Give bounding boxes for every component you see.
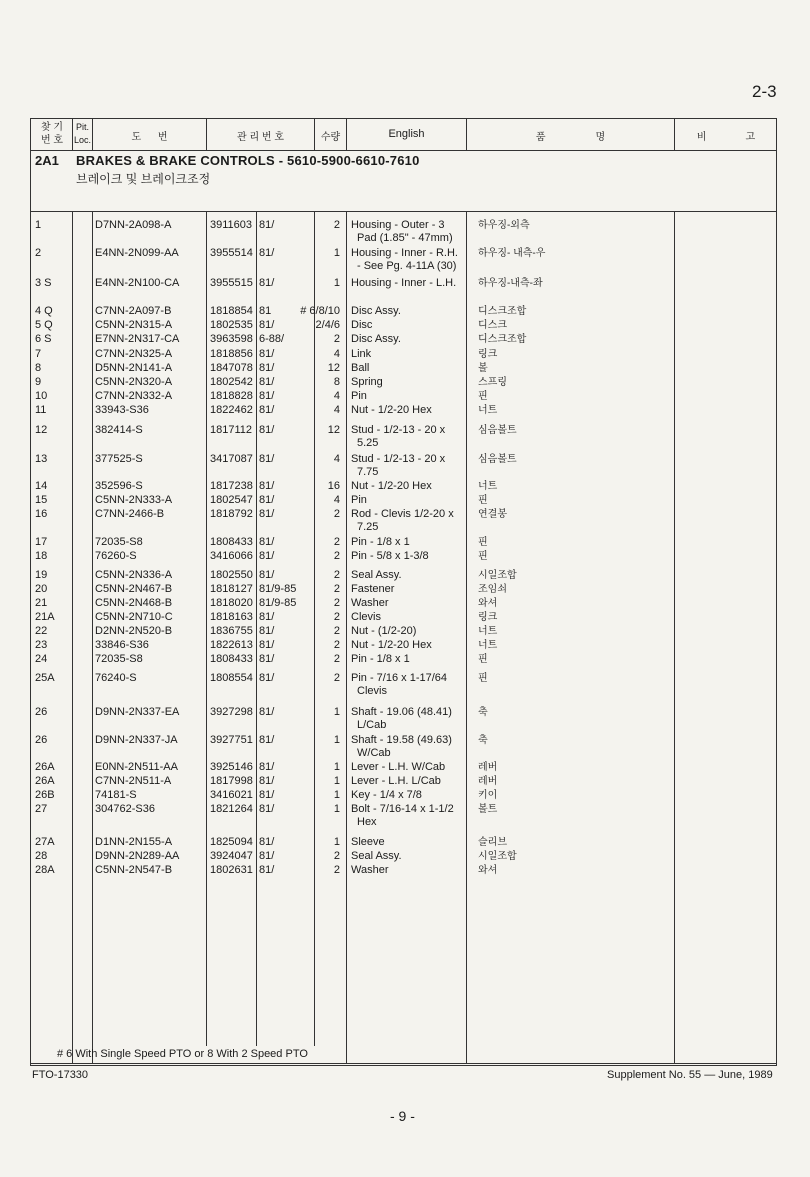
section-korean-title: 브레이크 및 브레이크조정 [76, 172, 211, 186]
english-name: Nut - 1/2-20 Hex [351, 639, 432, 651]
korean-name: 디스크조합 [478, 306, 527, 317]
korean-name: 너트 [478, 481, 498, 492]
effective-date: 81/ [259, 803, 275, 815]
part-number: 304762-S36 [95, 803, 155, 815]
part-number: E0NN-2N511-AA [95, 761, 178, 773]
mgmt-code: 1818828 [210, 390, 253, 402]
effective-date: 81/ [259, 480, 275, 492]
ref-no: 5 Q [35, 319, 53, 331]
mgmt-code: 1802535 [210, 319, 253, 331]
korean-name: 스프링 [478, 377, 507, 388]
ref-no: 6 S [35, 333, 52, 345]
col-rule [346, 211, 347, 1063]
header-pic-loc: Pit. Loc. [73, 122, 91, 145]
ref-no: 26B [35, 789, 55, 801]
col-rule [466, 211, 467, 1063]
ref-no: 27A [35, 836, 55, 848]
ref-no: 25A [35, 672, 55, 684]
header-divider [30, 150, 777, 151]
ref-no: 26 [35, 706, 48, 718]
header-remarks: 비 고 [696, 132, 756, 143]
part-number: E4NN-2N099-AA [95, 247, 179, 259]
mgmt-code: 3911603 [210, 219, 253, 231]
effective-date: 81/ [259, 390, 275, 402]
quantity: 4 [333, 348, 340, 360]
english-name: Nut - 1/2-20 Hex [351, 404, 432, 416]
mgmt-code: 3416066 [210, 550, 253, 562]
part-number: C7NN-2N511-A [95, 775, 172, 787]
quantity: 2 [333, 625, 340, 637]
quantity: 1 [333, 761, 340, 773]
quantity: 4 [333, 404, 340, 416]
part-number: 72035-S8 [95, 536, 143, 548]
ref-no: 16 [35, 508, 48, 520]
mgmt-code: 3416021 [210, 789, 253, 801]
effective-date: 81/ [259, 653, 275, 665]
ref-no: 26 [35, 734, 48, 746]
part-number: C7NN-2A097-B [95, 305, 172, 317]
quantity: 2 [333, 850, 340, 862]
quantity: 2 [333, 333, 340, 345]
korean-name: 디스크 [478, 320, 507, 331]
korean-name: 축 [478, 735, 488, 746]
effective-date: 81/ [259, 247, 275, 259]
part-number: D9NN-2N337-EA [95, 706, 180, 718]
quantity: 2 [333, 219, 340, 231]
supplement-note: Supplement No. 55 — June, 1989 [607, 1069, 773, 1081]
mgmt-code: 3955514 [210, 247, 253, 259]
quantity: 2 [333, 508, 340, 520]
header-qty: 수량 [320, 132, 341, 143]
quantity: 12 [327, 424, 340, 436]
korean-name: 핀 [478, 551, 488, 562]
mgmt-code: 1802631 [210, 864, 253, 876]
mgmt-code: 3417087 [210, 453, 253, 465]
english-name: Housing - Outer - 3 [351, 219, 445, 231]
mgmt-code: 1808433 [210, 536, 253, 548]
col-rule [256, 211, 257, 1046]
english-name: Sleeve [351, 836, 385, 848]
part-number: 33943-S36 [95, 404, 149, 416]
effective-date: 81/ [259, 850, 275, 862]
mgmt-code: 1818792 [210, 508, 253, 520]
table-bottom-rule [30, 1063, 777, 1064]
english-name: Housing - Inner - L.H. [351, 277, 457, 289]
mgmt-code: 3927751 [210, 734, 253, 746]
ref-no: 9 [35, 376, 42, 388]
part-number: D9NN-2N289-AA [95, 850, 180, 862]
english-name: Pin - 5/8 x 1-3/8 [351, 550, 429, 562]
part-number: D2NN-2N520-B [95, 625, 173, 637]
part-number: 352596-S [95, 480, 143, 492]
part-number: C5NN-2N467-B [95, 583, 173, 595]
korean-name: 연결봉 [478, 509, 507, 520]
ref-no: 19 [35, 569, 48, 581]
english-name: Lever - L.H. W/Cab [351, 761, 446, 773]
ref-no: 8 [35, 362, 42, 374]
mgmt-code: 1817112 [210, 424, 253, 436]
effective-date: 81/ [259, 536, 275, 548]
ref-no: 26A [35, 761, 55, 773]
quantity: 1 [333, 836, 340, 848]
effective-date: 81/ [259, 550, 275, 562]
mgmt-code: 1808433 [210, 653, 253, 665]
part-number: E4NN-2N100-CA [95, 277, 180, 289]
english-name: Lever - L.H. L/Cab [351, 775, 441, 787]
mgmt-code: 1802547 [210, 494, 253, 506]
korean-name: 와셔 [478, 865, 498, 876]
quantity: 4 [333, 494, 340, 506]
mgmt-code: 1802542 [210, 376, 253, 388]
english-name-continued: 7.25 [357, 521, 379, 533]
korean-name: 시일조합 [478, 570, 517, 581]
quantity: 2 [333, 639, 340, 651]
quantity: 1 [333, 789, 340, 801]
quantity: 2 [333, 583, 340, 595]
effective-date: 81/ [259, 864, 275, 876]
part-number: C5NN-2N315-A [95, 319, 173, 331]
korean-name: 너트 [478, 626, 498, 637]
korean-name: 시일조합 [478, 851, 517, 862]
part-number: D7NN-2A098-A [95, 219, 172, 231]
ref-no: 4 Q [35, 305, 53, 317]
part-number: C5NN-2N320-A [95, 376, 173, 388]
english-name: Housing - Inner - R.H. [351, 247, 458, 259]
quantity: 2 [333, 597, 340, 609]
mgmt-code: 1817998 [210, 775, 253, 787]
mgmt-code: 1822462 [210, 404, 253, 416]
section-code: 2A1 [35, 153, 59, 168]
effective-date: 81/ [259, 625, 275, 637]
ref-no: 23 [35, 639, 48, 651]
part-number: 382414-S [95, 424, 143, 436]
effective-date: 81/ [259, 761, 275, 773]
english-name: Pin [351, 390, 367, 402]
quantity: 12 [327, 362, 340, 374]
quantity: 8 [333, 376, 340, 388]
korean-name: 하우징- 내측-우 [478, 248, 546, 259]
part-number: 33846-S36 [95, 639, 149, 651]
ref-no: 26A [35, 775, 55, 787]
ref-no: 2 [35, 247, 42, 259]
effective-date: 81/ [259, 404, 275, 416]
effective-date: 81/ [259, 789, 275, 801]
effective-date: 81/ [259, 362, 275, 374]
quantity: 1 [333, 277, 340, 289]
english-name: Fastener [351, 583, 395, 595]
col-rule [674, 211, 675, 1063]
mgmt-code: 1818163 [210, 611, 253, 623]
ref-no: 21 [35, 597, 48, 609]
part-number: 74181-S [95, 789, 137, 801]
ref-no: 22 [35, 625, 48, 637]
effective-date: 81/ [259, 453, 275, 465]
english-name-continued: Hex [357, 816, 377, 828]
english-name: Spring [351, 376, 383, 388]
ref-no: 11 [35, 404, 47, 416]
quantity: 1 [333, 247, 340, 259]
mgmt-code: 1818854 [210, 305, 253, 317]
document-id: FTO-17330 [32, 1069, 89, 1081]
ref-no: 18 [35, 550, 48, 562]
effective-date: 81/ [259, 219, 275, 231]
effective-date: 81/ [259, 376, 275, 388]
mgmt-code: 1822613 [210, 639, 253, 651]
mgmt-code: 1808554 [210, 672, 253, 684]
mgmt-code: 1821264 [210, 803, 253, 815]
header-mgmt-no: 관 리 번 호 [237, 132, 284, 143]
quantity: 2 [333, 611, 340, 623]
ref-no: 12 [35, 424, 48, 436]
korean-name: 볼트 [478, 804, 498, 815]
ref-no: 28 [35, 850, 48, 862]
ref-no: 24 [35, 653, 48, 665]
quantity: 2 [333, 672, 340, 684]
english-name: Bolt - 7/16-14 x 1-1/2 [351, 803, 454, 815]
english-name: Washer [351, 864, 389, 876]
mgmt-code: 3927298 [210, 706, 253, 718]
quantity: 2 [333, 536, 340, 548]
english-name: Nut - 1/2-20 Hex [351, 480, 432, 492]
english-name: Pin - 1/8 x 1 [351, 653, 410, 665]
effective-date: 81/ [259, 508, 275, 520]
quantity: 4 [333, 390, 340, 402]
quantity: 2 [333, 550, 340, 562]
part-number: 76240-S [95, 672, 137, 684]
english-name: Stud - 1/2-13 - 20 x [351, 424, 446, 436]
english-name: Nut - (1/2-20) [351, 625, 417, 637]
part-number: 377525-S [95, 453, 143, 465]
ref-no: 1 [35, 219, 42, 231]
header-drawing-no: 도 번 [131, 132, 168, 143]
english-name: Seal Assy. [351, 850, 402, 862]
english-name: Disc Assy. [351, 333, 401, 345]
quantity: 4 [333, 453, 340, 465]
part-number: C5NN-2N468-B [95, 597, 173, 609]
header-item-name: 품 명 [535, 132, 606, 143]
page-number: 2-3 [752, 82, 777, 101]
english-name-continued: W/Cab [357, 747, 391, 759]
english-name: Pin - 7/16 x 1-17/64 [351, 672, 448, 684]
ref-no: 14 [35, 480, 48, 492]
mgmt-code: 1847078 [210, 362, 253, 374]
english-name: Key - 1/4 x 7/8 [351, 789, 422, 801]
ref-no: 20 [35, 583, 48, 595]
mgmt-code: 3955515 [210, 277, 253, 289]
quantity: 1 [333, 775, 340, 787]
english-name: Shaft - 19.58 (49.63) [351, 734, 452, 746]
quantity: 16 [327, 480, 340, 492]
korean-name: 핀 [478, 537, 488, 548]
mgmt-code: 3925146 [210, 761, 253, 773]
quantity: 2 [333, 569, 340, 581]
korean-name: 와셔 [478, 598, 498, 609]
english-name: Stud - 1/2-13 - 20 x [351, 453, 446, 465]
korean-name: 핀 [478, 673, 488, 684]
footnote: # 6 With Single Speed PTO or 8 With 2 Speed PTO [57, 1048, 308, 1060]
effective-date: 81/ [259, 775, 275, 787]
korean-name: 핀 [478, 391, 488, 402]
english-name: Ball [351, 362, 370, 374]
english-name: Disc Assy. [351, 305, 401, 317]
quantity: # 6/8/10 [300, 305, 340, 317]
korean-name: 키이 [478, 790, 498, 801]
effective-date: 81/ [259, 836, 275, 848]
korean-name: 하우징-외측 [478, 220, 530, 231]
effective-date: 81/ [259, 706, 275, 718]
effective-date: 81/ [259, 672, 275, 684]
part-number: 76260-S [95, 550, 137, 562]
english-name: Pin [351, 494, 367, 506]
korean-name: 너트 [478, 405, 498, 416]
korean-name: 레버 [478, 762, 498, 773]
korean-name: 심음볼트 [478, 454, 517, 465]
english-name-continued: L/Cab [357, 719, 387, 731]
english-name-continued: - See Pg. 4-11A (30) [357, 260, 457, 272]
mgmt-code: 1802550 [210, 569, 253, 581]
mgmt-code: 1825094 [210, 836, 253, 848]
english-name-continued: Pad (1.85" - 47mm) [357, 232, 453, 244]
part-number: C7NN-2466-B [95, 508, 165, 520]
english-name: Rod - Clevis 1/2-20 x [351, 508, 454, 520]
effective-date: 81/ [259, 569, 275, 581]
korean-name: 슬리브 [478, 837, 507, 848]
effective-date: 81/9-85 [259, 597, 297, 609]
ref-no: 27 [35, 803, 48, 815]
part-number: E7NN-2N317-CA [95, 333, 180, 345]
effective-date: 81/ [259, 319, 275, 331]
ref-no: 13 [35, 453, 48, 465]
effective-date: 81/9-85 [259, 583, 297, 595]
mgmt-code: 3924047 [210, 850, 253, 862]
english-name-continued: 7.75 [357, 466, 379, 478]
part-number: C5NN-2N336-A [95, 569, 173, 581]
effective-date: 81 [259, 305, 272, 317]
korean-name: 심음볼트 [478, 425, 517, 436]
effective-date: 81/ [259, 277, 275, 289]
english-name: Link [351, 348, 372, 360]
header-english: English [388, 128, 425, 140]
english-name-continued: 5.25 [357, 437, 379, 449]
part-number: 72035-S8 [95, 653, 143, 665]
mgmt-code: 1817238 [210, 480, 253, 492]
quantity: 2 [333, 653, 340, 665]
part-number: C7NN-2N332-A [95, 390, 173, 402]
effective-date: 81/ [259, 424, 275, 436]
korean-name: 핀 [478, 495, 488, 506]
col-rule [92, 211, 93, 1063]
part-number: D9NN-2N337-JA [95, 734, 178, 746]
mgmt-code: 1818127 [210, 583, 253, 595]
section-title: BRAKES & BRAKE CONTROLS - 5610-5900-6610-7610 [76, 153, 420, 168]
col-rule [206, 211, 207, 1046]
part-number: C5NN-2N333-A [95, 494, 173, 506]
effective-date: 81/ [259, 734, 275, 746]
col-rule [72, 211, 73, 1063]
korean-name: 링크 [478, 612, 498, 623]
part-number: D5NN-2N141-A [95, 362, 173, 374]
effective-date: 6-88/ [259, 333, 285, 345]
english-name: Pin - 1/8 x 1 [351, 536, 410, 548]
mgmt-code: 1818856 [210, 348, 253, 360]
effective-date: 81/ [259, 348, 275, 360]
ref-no: 3 S [35, 277, 52, 289]
mgmt-code: 1836755 [210, 625, 253, 637]
ref-no: 17 [35, 536, 48, 548]
korean-name: 너트 [478, 640, 498, 651]
korean-name: 하우징-내측-좌 [478, 278, 543, 289]
mgmt-code: 3963598 [210, 333, 253, 345]
bottom-page-number: - 9 - [390, 1108, 415, 1124]
english-name: Disc [351, 319, 373, 331]
ref-no: 28A [35, 864, 55, 876]
korean-name: 레버 [478, 776, 498, 787]
effective-date: 81/ [259, 611, 275, 623]
section-divider [30, 211, 777, 212]
korean-name: 조임쇠 [478, 584, 507, 595]
quantity: 1 [333, 706, 340, 718]
part-number: D1NN-2N155-A [95, 836, 173, 848]
part-number: C7NN-2N325-A [95, 348, 173, 360]
korean-name: 축 [478, 707, 488, 718]
quantity: 2 [333, 864, 340, 876]
korean-name: 볼 [478, 363, 488, 374]
english-name: Clevis [351, 611, 381, 623]
ref-no: 10 [35, 390, 48, 402]
part-number: C5NN-2N710-C [95, 611, 173, 623]
ref-no: 7 [35, 348, 42, 360]
korean-name: 디스크조합 [478, 334, 527, 345]
mgmt-code: 1818020 [210, 597, 253, 609]
korean-name: 링크 [478, 349, 498, 360]
english-name: Shaft - 19.06 (48.41) [351, 706, 452, 718]
header-ref-no: 찾 기 번 호 [40, 122, 64, 146]
effective-date: 81/ [259, 494, 275, 506]
quantity: 1 [333, 803, 340, 815]
ref-no: 21A [35, 611, 55, 623]
quantity: 2/4/6 [315, 319, 340, 331]
part-number: C5NN-2N547-B [95, 864, 173, 876]
english-name: Seal Assy. [351, 569, 402, 581]
korean-name: 핀 [478, 654, 488, 665]
quantity: 1 [333, 734, 340, 746]
effective-date: 81/ [259, 639, 275, 651]
english-name-continued: Clevis [357, 685, 387, 697]
ref-no: 15 [35, 494, 48, 506]
english-name: Washer [351, 597, 389, 609]
